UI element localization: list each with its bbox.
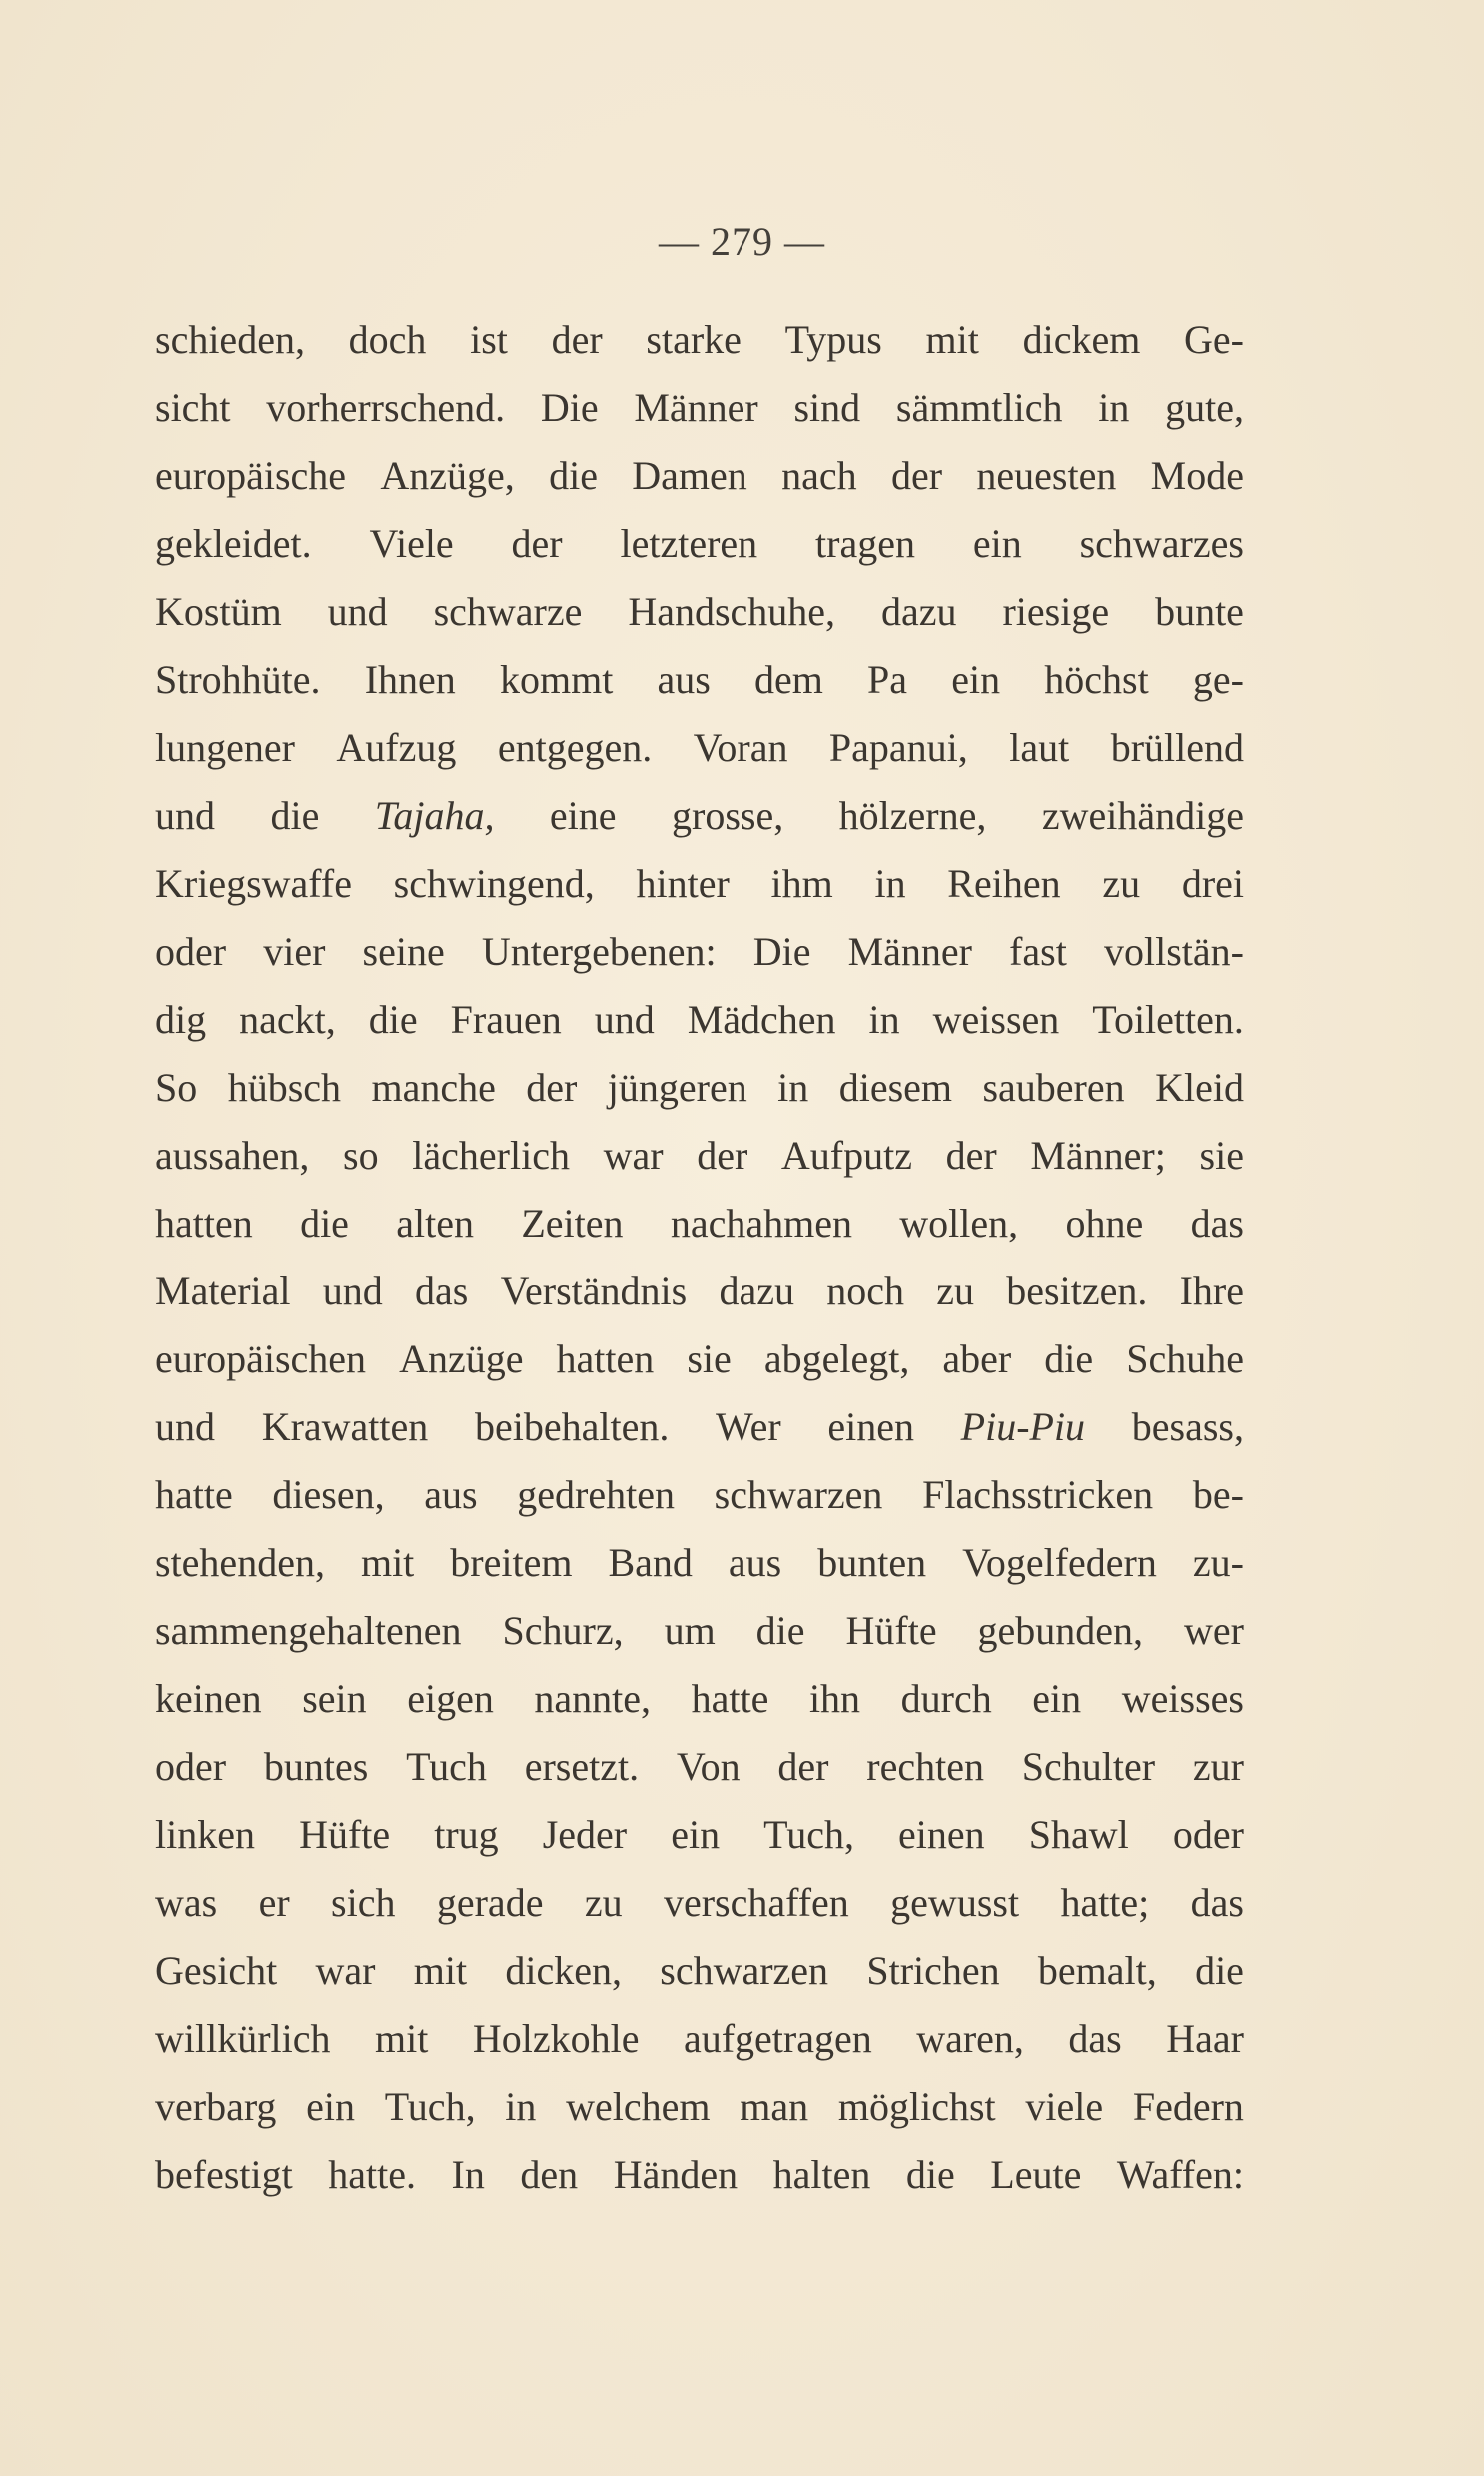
word: einen [898,1812,985,1857]
word: eigen [407,1676,494,1721]
word: und [155,1404,215,1449]
word: hatten [155,1201,253,1245]
word: besass, [1131,1404,1244,1449]
word: dazu [719,1268,794,1313]
text-line [155,1937,1244,2005]
word: ein [306,2084,356,2129]
word: Männer [634,385,758,430]
word: Hüfte [845,1608,937,1653]
text-line [155,1801,1244,1869]
word: Haar [1166,2016,1244,2061]
word: rechten [866,1744,984,1789]
word: Kleid [1155,1065,1244,1110]
text-line [155,1325,1244,1393]
word: so [343,1133,379,1178]
word: hatte; [1060,1880,1150,1925]
word: Holzkohle [472,2016,640,2061]
word: der [777,1744,829,1789]
word: die [905,2152,955,2197]
word: Band [608,1540,693,1585]
text-line [155,1257,1244,1325]
word: Mädchen [687,997,836,1042]
word: Von [676,1744,741,1789]
word: starke [646,317,742,362]
word: nachahmen [670,1201,852,1245]
word: Voran [693,725,788,770]
word: hatte [691,1676,769,1721]
word: trug [434,1812,499,1857]
word: hölzerne, [838,793,987,838]
word: bunten [817,1540,927,1585]
word: ge- [1192,657,1244,702]
word: die [300,1201,349,1245]
word: oder [155,929,227,974]
word: Gesicht [155,1948,278,1993]
word: aus [424,1472,478,1517]
word: Ihre [1179,1268,1244,1313]
word: welchem [566,2084,711,2129]
word: Ihnen [364,657,456,702]
word: noch [826,1268,904,1313]
word: ein [671,1812,721,1857]
word: schieden, [155,317,305,362]
word: keinen [155,1676,262,1721]
word: in [777,1065,809,1110]
text-line [155,1529,1244,1597]
word: sie [687,1336,732,1381]
word: besitzen. [1006,1268,1148,1313]
word: aussahen, [155,1133,310,1178]
word: Handschuhe, [628,589,836,634]
word: die [270,793,320,838]
word: Piu-Piu [960,1404,1086,1449]
word: gewusst [890,1880,1020,1925]
word: tragen [815,521,915,566]
word: Reihen [947,861,1061,906]
word: verbarg [155,2084,277,2129]
word: die [549,453,598,498]
word: das [1190,1880,1244,1925]
word: Untergebenen: [481,929,717,974]
word: drei [1181,861,1244,906]
word: sein [302,1676,367,1721]
word: mit [925,317,979,362]
word: und [594,997,655,1042]
word: lächerlich [412,1133,570,1178]
word: Anzüge, [380,453,515,498]
word: zu [1102,861,1141,906]
text-line [155,1122,1244,1190]
word: Tajaha, [374,793,495,838]
word: neuesten [976,453,1117,498]
word: buntes [263,1744,369,1789]
word: ersetzt. [524,1744,640,1789]
word: dicken, [505,1948,622,1993]
text-line [155,1054,1244,1122]
word: mit [375,2016,429,2061]
word: lungener [155,725,295,770]
word: sammengehaltenen [155,1608,462,1653]
word: Damen [632,453,747,498]
word: in [868,997,900,1042]
word: aufgetragen [683,2016,872,2061]
word: europäischen [155,1336,367,1381]
word: sämmtlich [895,385,1063,430]
word: Hüfte [299,1812,391,1857]
word: ohne [1065,1201,1144,1245]
word: Schurz, [502,1608,624,1653]
word: Die [540,385,599,430]
word: Papanui, [828,725,968,770]
text-line [155,2073,1244,2141]
word: diesem [838,1065,953,1110]
word: gute, [1165,385,1244,430]
word: Schuhe [1126,1336,1244,1381]
word: mit [360,1540,415,1585]
word: schwarze [433,589,583,634]
word: sich [331,1880,396,1925]
word: alten [396,1201,474,1245]
word: Tuch, [384,2084,476,2129]
word: be- [1192,1472,1244,1517]
text-line [155,1597,1244,1665]
word: schwarzen [660,1948,829,1993]
word: hatten [556,1336,655,1381]
text-line [155,850,1244,918]
word: der [551,317,603,362]
word: die [1044,1336,1094,1381]
text-line [155,1733,1244,1801]
word: wollen, [899,1201,1019,1245]
word: Männer [847,929,972,974]
word: viele [1025,2084,1104,2129]
word: aber [942,1336,1012,1381]
word: die [1195,1948,1244,1993]
word: Tuch [406,1744,487,1789]
word: befestigt [155,2152,293,2197]
body-text [155,306,1244,2209]
word: vollstän- [1104,929,1244,974]
word: In [451,2152,485,2197]
word: Viele [369,521,454,566]
text-line [155,374,1244,442]
word: in [1098,385,1130,430]
word: sind [793,385,861,430]
word: wer [1184,1608,1244,1653]
word: doch [348,317,427,362]
word: Kriegswaffe [155,861,352,906]
word: das [1068,2016,1122,2061]
word: Händen [613,2152,739,2197]
text-line [155,1869,1244,1937]
word: zur [1192,1744,1244,1789]
word: letzteren [620,521,758,566]
word: grosse, [672,793,784,838]
word: Wer [716,1404,781,1449]
word: schwingend, [393,861,595,906]
word: dazu [881,589,957,634]
word: dem [753,657,823,702]
word: ihn [808,1676,861,1721]
word: um [664,1608,716,1653]
word: Anzüge [399,1336,524,1381]
word: ein [1032,1676,1082,1721]
word: in [874,861,906,906]
word: Die [752,929,811,974]
page-number: — 279 — [659,219,825,264]
word: seine [362,929,445,974]
word: abgelegt, [763,1336,910,1381]
word: ihm [770,861,833,906]
word: schwarzes [1079,521,1244,566]
word: durch [900,1676,992,1721]
word: war [315,1948,376,1993]
word: Toiletten. [1092,997,1244,1042]
word: Schulter [1021,1744,1156,1789]
word: vorherrschend. [266,385,506,430]
word: dig [155,997,207,1042]
word: Flachsstricken [922,1472,1154,1517]
word: einen [827,1404,914,1449]
word: Strichen [866,1948,1000,1993]
word: Leute [990,2152,1082,2197]
word: beibehalten. [474,1404,670,1449]
word: der [697,1133,748,1178]
word: gedrehten [517,1472,675,1517]
word: ein [972,521,1022,566]
word: in [505,2084,537,2129]
word: hübsch [227,1065,342,1110]
word: verschaffen [663,1880,849,1925]
word: war [603,1133,664,1178]
word: oder [155,1744,227,1789]
word: weissen [932,997,1060,1042]
word: und [322,1268,383,1313]
word: fast [1009,929,1067,974]
word: der [526,1065,578,1110]
word: Aufputz [780,1133,912,1178]
word: gerade [436,1880,544,1925]
word: kommt [499,657,614,702]
word: was [155,1880,218,1925]
text-line [155,918,1244,986]
word: Krawatten [261,1404,429,1449]
word: nach [781,453,857,498]
word: diesen, [272,1472,385,1517]
word: oder [1172,1812,1244,1857]
text-line [155,986,1244,1054]
text-line [155,306,1244,374]
word: entgegen. [497,725,653,770]
word: der [890,453,943,498]
word: vier [263,929,326,974]
word: breitem [450,1540,573,1585]
word: sicht [155,385,231,430]
text-line [155,1665,1244,1733]
word: der [945,1133,997,1178]
word: gekleidet. [155,521,312,566]
word: der [511,521,563,566]
word: und [155,793,215,838]
text-line [155,782,1244,850]
text-line [155,442,1244,510]
word: Strohhüte. [155,657,321,702]
word: zu [936,1268,975,1313]
word: willkürlich [155,2016,331,2061]
word: höchst [1044,657,1149,702]
word: gebunden, [977,1608,1144,1653]
word: man [740,2084,809,2129]
word: riesige [1002,589,1110,634]
word: das [1190,1201,1244,1245]
word: Federn [1132,2084,1244,2129]
text-line [155,2141,1244,2209]
word: hatte. [328,2152,416,2197]
word: Typus [784,317,882,362]
word: Jeder [542,1812,628,1857]
word: Aufzug [336,725,457,770]
word: brüllend [1110,725,1244,770]
word: hinter [636,861,730,906]
word: linken [155,1812,255,1857]
word: Pa [867,657,908,702]
text-line [155,510,1244,578]
word: schwarzen [714,1472,883,1517]
word: dickem [1022,317,1141,362]
word: halten [772,2152,871,2197]
word: Vogelfedern [962,1540,1157,1585]
word: möglichst [837,2084,996,2129]
word: waren, [916,2016,1024,2061]
word: zweihändige [1041,793,1244,838]
word: eine [549,793,617,838]
word: den [520,2152,579,2197]
word: Mode [1150,453,1244,498]
word: Shawl [1028,1812,1129,1857]
word: das [415,1268,469,1313]
word: bunte [1155,589,1244,634]
word: aus [657,657,711,702]
text-line [155,646,1244,714]
word: nannte, [534,1676,652,1721]
word: Kostüm [155,589,282,634]
word: Waffen: [1116,2152,1244,2197]
word: er [258,1880,290,1925]
text-line [155,714,1244,782]
word: ein [951,657,1001,702]
word: jüngeren [607,1065,747,1110]
word: weisses [1121,1676,1244,1721]
word: manche [371,1065,496,1110]
word: sauberen [982,1065,1125,1110]
word: So [155,1065,198,1110]
word: zu [584,1880,623,1925]
word: Zeiten [521,1201,624,1245]
word: mit [413,1948,468,1993]
word: europäische [155,453,347,498]
text-line [155,1190,1244,1257]
word: die [755,1608,805,1653]
text-line [155,2005,1244,2073]
text-line [155,1461,1244,1529]
word: zu- [1192,1540,1244,1585]
word: nackt, [239,997,336,1042]
word: bemalt, [1037,1948,1157,1993]
word: Verständnis [500,1268,688,1313]
word: hatte [155,1472,233,1517]
word: und [327,589,388,634]
text-line [155,1393,1244,1461]
word: ist [470,317,508,362]
word: Tuch, [763,1812,854,1857]
word: Material [155,1268,291,1313]
word: stehenden, [155,1540,325,1585]
word: die [368,997,418,1042]
word: Männer; [1030,1133,1166,1178]
word: Ge- [1184,317,1244,362]
word: aus [728,1540,782,1585]
word: sie [1199,1133,1244,1178]
word: laut [1009,725,1070,770]
word: Frauen [450,997,562,1042]
text-line [155,578,1244,646]
